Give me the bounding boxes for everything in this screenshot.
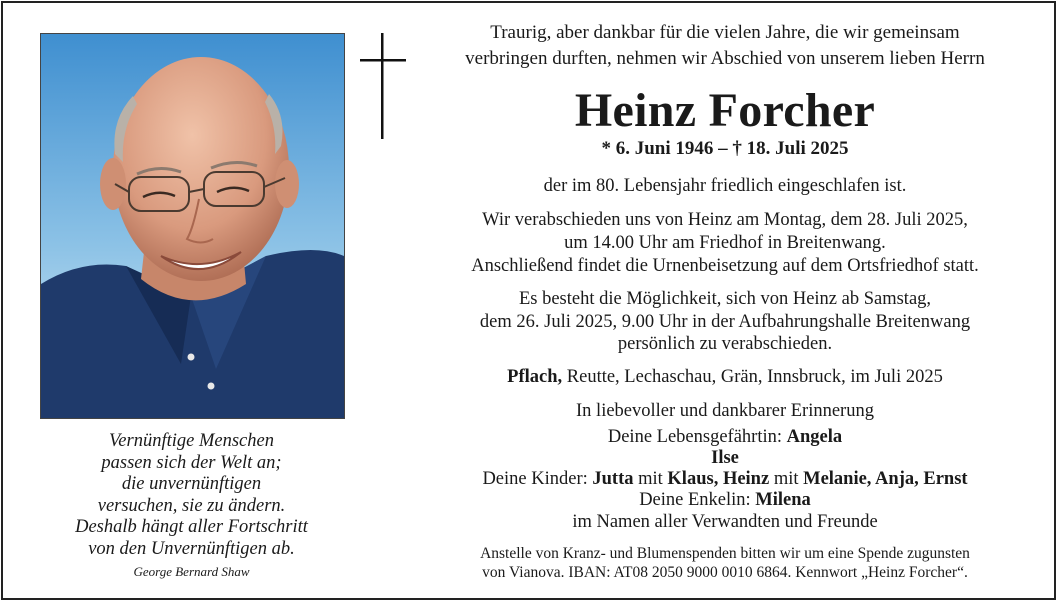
farewell-line: um 14.00 Uhr am Friedhof in Breitenwang. <box>564 233 886 253</box>
intro-line: verbringen durften, nehmen wir Abschied von unserem lieben Herrn <box>465 48 985 69</box>
memory-line: In liebevoller und dankbarer Erinnerung <box>576 401 874 421</box>
quote-line: passen sich der Welt an; <box>101 452 282 473</box>
grandchildren-names: Melanie, Anja, Ernst <box>803 469 968 489</box>
partner-line <box>423 427 1027 448</box>
grandchild-line <box>423 490 1027 511</box>
child-name: Klaus, Heinz <box>667 469 770 489</box>
quote-line: versuchen, sie zu ändern. <box>97 495 286 516</box>
portrait-image <box>41 34 344 418</box>
children-label: Deine Kinder: <box>482 469 593 489</box>
partner2-name: Ilse <box>711 448 739 468</box>
donation-line: Anstelle von Kranz- und Blumenspenden bitten wir um eine Spende zugunsten <box>480 545 970 562</box>
grandchild-name: Milena <box>755 490 811 510</box>
donation-line: von Vianova. IBAN: AT08 2050 9000 0010 6864. Kennwort „Heinz Forcher“. <box>482 564 968 581</box>
quote-line: die unvernünftigen <box>121 474 262 494</box>
places-first: Pflach, <box>507 367 563 387</box>
places-rest: Reutte, Lechaschau, Grän, Innsbruck, im Juli 2025 <box>562 367 943 387</box>
cross-icon <box>360 33 408 139</box>
quote-line: Vernünftige Menschen <box>109 431 274 451</box>
places-line <box>423 367 1027 388</box>
quote-block <box>40 431 343 580</box>
children-line <box>423 469 1027 490</box>
farewell-line: Anschließend findet die Urnenbeisetzung auf dem Ortsfriedhof statt. <box>471 256 979 276</box>
farewell-line: Wir verabschieden uns von Heinz am Montag, dem 28. Juli 2025, <box>482 210 968 230</box>
passing-line: der im 80. Lebensjahr friedlich eingeschlafen ist. <box>543 176 907 196</box>
children-conj: mit <box>633 469 668 489</box>
intro-line: Traurig, aber dankbar für die vielen Jahre, die wir gemeinsam <box>490 22 960 43</box>
viewing-line: dem 26. Juli 2025, 9.00 Uhr in der Aufbahrungshalle Breitenwang <box>479 312 971 332</box>
life-dates: * 6. Juni 1946 – † 18. Juli 2025 <box>601 138 849 159</box>
quote-line: Deshalb hängt aller Fortschritt <box>75 517 308 537</box>
child-name: Jutta <box>592 469 634 489</box>
partner-label: Deine Lebensgefährtin: <box>607 427 787 447</box>
relatives-line: im Namen aller Verwandten und Freunde <box>572 512 878 532</box>
children-conj: mit <box>769 469 804 489</box>
partner-name: Angela <box>786 427 843 447</box>
obituary-card <box>1 1 1056 600</box>
quote-line: von den Unvernünftigen ab. <box>88 538 295 559</box>
grandchild-label: Deine Enkelin: <box>639 490 756 510</box>
viewing-line: Es besteht die Möglichkeit, sich von Heinz ab Samstag, <box>518 289 932 309</box>
quote-author: George Bernard Shaw <box>133 564 250 579</box>
deceased-name: Heinz Forcher <box>574 84 876 137</box>
partner2-line <box>423 448 1027 469</box>
viewing-line: persönlich zu verabschieden. <box>617 334 833 354</box>
portrait-photo <box>40 33 345 419</box>
